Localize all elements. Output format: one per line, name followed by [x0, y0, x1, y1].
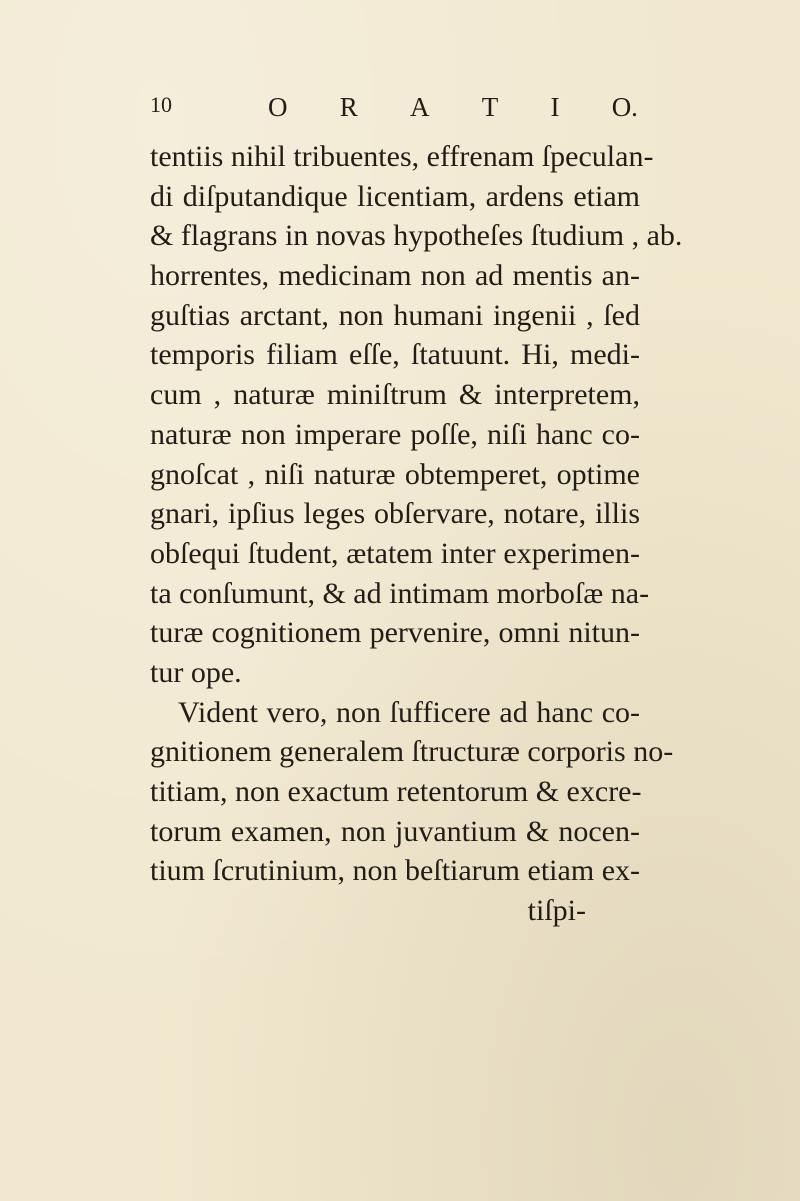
text-line: tium ſcrutinium, non beſtiarum etiam ex- [150, 854, 640, 888]
text-line: gnoſcat , niſi naturæ obtemperet, optime [150, 457, 640, 491]
running-title-letter: T [481, 92, 499, 122]
running-title-letter: O [268, 92, 288, 122]
page-header [150, 92, 640, 128]
body-text [150, 137, 683, 931]
running-title-letter: I [550, 92, 560, 122]
catchword: tiſpi- [527, 894, 586, 928]
running-title [268, 92, 638, 123]
running-title-letter: O. [611, 92, 638, 122]
text-line: obſequi ſtudent, ætatem inter experimen- [150, 536, 640, 570]
text-line: cum , naturæ miniſtrum & interpretem, [150, 378, 640, 412]
text-line: horrentes, medicinam non ad mentis an- [150, 259, 640, 293]
page-number: 10 [150, 92, 172, 117]
text-line: ta conſumunt, & ad intimam morboſæ na- [150, 576, 650, 610]
text-line: naturæ non imperare poſſe, niſi hanc co- [150, 417, 640, 451]
text-line: titiam, non exactum retentorum & excre- [150, 775, 642, 808]
running-title-letter: A [409, 92, 430, 122]
text-line: torum examen, non juvantium & nocen- [150, 814, 640, 848]
text-line: gnari, ipſius leges obſervare, notare, illis [150, 497, 640, 531]
text-line: & flagrans in novas hypotheſes ſtudium , ab. [150, 219, 683, 253]
running-title-letter: R [339, 92, 358, 122]
text-line: Vident vero, non ſufficere ad hanc co- [178, 695, 640, 729]
text-line: temporis filiam eſſe, ſtatuunt. Hi, medi- [150, 338, 640, 372]
text-line: tur ope. [150, 655, 242, 689]
text-line: gnitionem generalem ſtructuræ corporis no- [150, 735, 674, 769]
text-line: tentiis nihil tribuentes, effrenam ſpeculan- [150, 140, 654, 173]
text-line: di diſputandique licentiam, ardens etiam [150, 179, 640, 213]
text-line: turæ cognitionem pervenire, omni nitun- [150, 616, 640, 650]
text-line: guſtias arctant, non humani ingenii , ſed [150, 298, 640, 332]
